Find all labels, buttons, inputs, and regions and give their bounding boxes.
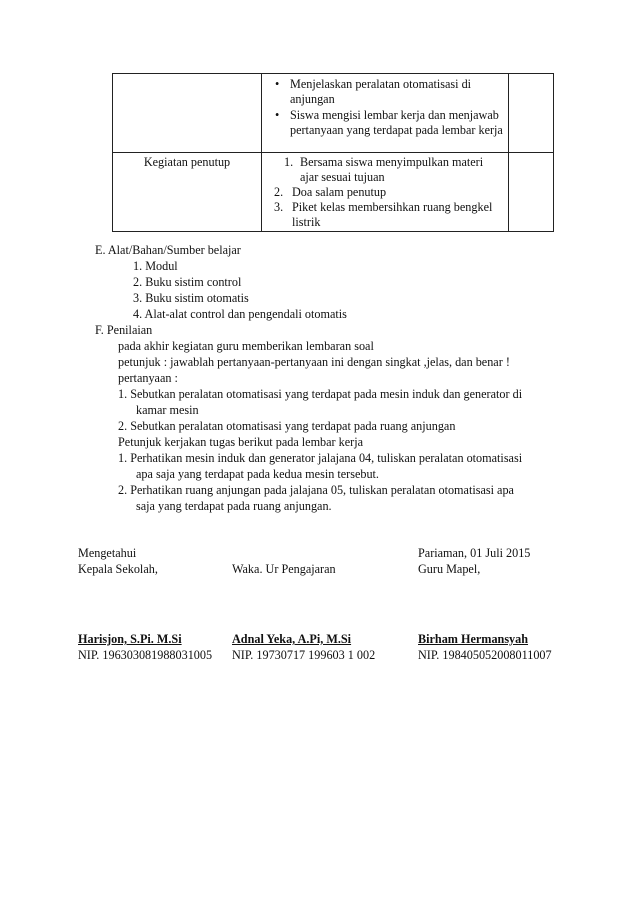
- step-number: 1.: [284, 155, 294, 169]
- acknowledged-label: Mengetahui: [78, 546, 137, 560]
- paragraph-line: pada akhir kegiatan guru memberikan lembaran soal: [118, 339, 374, 353]
- paragraph-line: pertanyaan :: [118, 371, 178, 385]
- step-number: 2.: [274, 185, 284, 199]
- signer-nip: NIP. 196303081988031005: [78, 648, 213, 662]
- step-number: 3.: [274, 200, 284, 214]
- question-item: 1. Sebutkan peralatan otomatisasi yang terdapat pada mesin induk dan generator di: [118, 387, 523, 401]
- activity-table: [112, 73, 554, 232]
- signer-name: Harisjon, S.Pi. M.Si: [78, 632, 182, 646]
- list-item: • Siswa mengisi lembar kerja dan menjawab pertanyaan yang terdapat pada lembar kerja: [262, 108, 508, 138]
- task-item: 2. Perhatikan ruang anjungan pada jalajana 05, tuliskan peralatan otomatisasi apa: [118, 483, 514, 497]
- place-date: Pariaman, 01 Juli 2015: [418, 546, 531, 560]
- section-f-heading: F. Penilaian: [95, 323, 153, 337]
- table-row: [113, 74, 554, 153]
- list-item: • Menjelaskan peralatan otomatisasi di anjungan: [262, 77, 508, 107]
- paragraph-line: Petunjuk kerjakan tugas berikut pada lembar kerja: [118, 435, 364, 449]
- list-item: 4. Alat-alat control dan pengendali otomatis: [133, 307, 347, 321]
- list-item: [262, 200, 508, 230]
- list-item: [262, 185, 508, 200]
- table-cell-steps: [262, 153, 509, 232]
- table-cell-empty: [113, 74, 262, 153]
- signer-nip: NIP. 198405052008011007: [418, 648, 552, 662]
- list-item: [262, 155, 508, 185]
- table-cell-label: [113, 153, 262, 232]
- table-cell-empty: [509, 153, 554, 232]
- list-item: 3. Buku sistim otomatis: [133, 291, 249, 305]
- signer-role: Kepala Sekolah,: [78, 562, 158, 576]
- table-cell-empty: [509, 74, 554, 153]
- step-text: Piket kelas membersihkan ruang bengkel listrik: [292, 200, 493, 229]
- question-item-continued: kamar mesin: [136, 403, 199, 417]
- task-item-continued: apa saja yang terdapat pada kedua mesin tersebut.: [136, 467, 379, 481]
- list-item: 2. Buku sistim control: [133, 275, 242, 289]
- paragraph-line: petunjuk : jawablah pertanyaan-pertanyaan ini dengan singkat ,jelas, dan benar !: [118, 355, 510, 369]
- closing-activity-label: Kegiatan penutup: [143, 155, 231, 169]
- step-text: Doa salam penutup: [292, 185, 387, 199]
- step-text: Bersama siswa menyimpulkan materi ajar sesuai tujuan: [300, 155, 484, 184]
- question-item: 2. Sebutkan peralatan otomatisasi yang terdapat pada ruang anjungan: [118, 419, 456, 433]
- signer-name: Adnal Yeka, A.Pi, M.Si: [232, 632, 352, 646]
- table-cell-activities: [262, 74, 509, 153]
- signer-role: Waka. Ur Pengajaran: [232, 562, 336, 576]
- task-item: 1. Perhatikan mesin induk dan generator jalajana 04, tuliskan peralatan otomatisasi: [118, 451, 523, 465]
- section-e-heading: E. Alat/Bahan/Sumber belajar: [95, 243, 241, 257]
- signer-name: Birham Hermansyah: [418, 632, 529, 646]
- signer-role: Guru Mapel,: [418, 562, 481, 576]
- table-row: [113, 153, 554, 232]
- signer-nip: NIP. 19730717 199603 1 002: [232, 648, 376, 662]
- list-item: 1. Modul: [133, 259, 178, 273]
- task-item-continued: saja yang terdapat pada ruang anjungan.: [136, 499, 332, 513]
